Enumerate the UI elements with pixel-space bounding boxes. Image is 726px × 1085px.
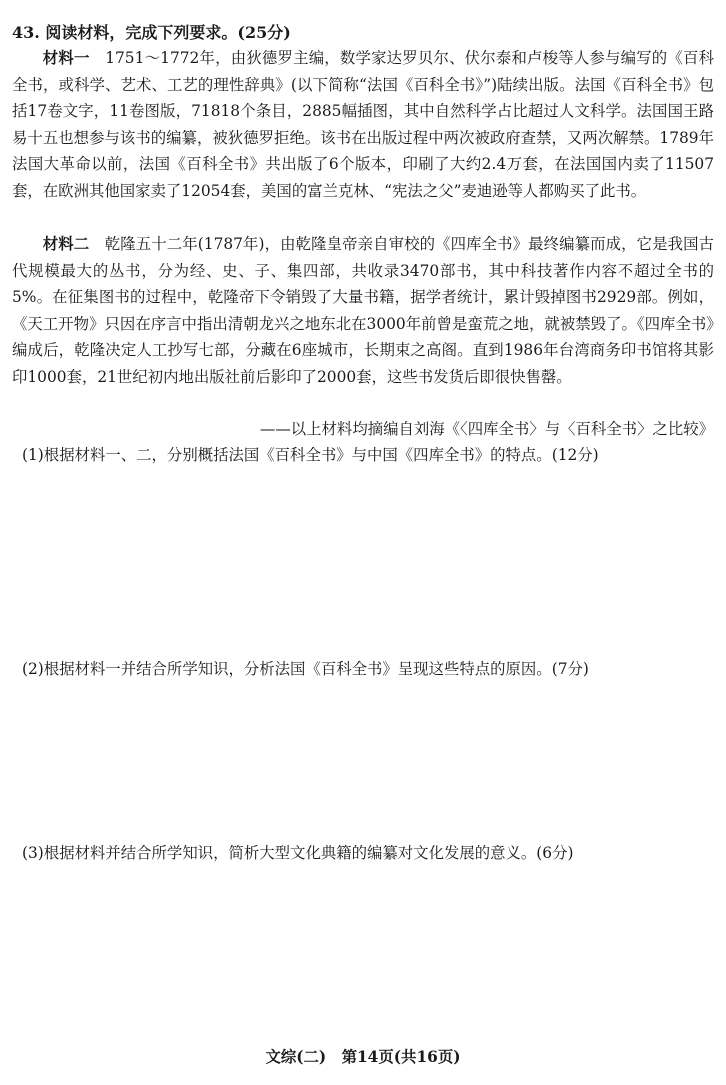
- question-title: 43. 阅读材料，完成下列要求。(25分): [12, 23, 291, 42]
- material-two-label: 材料二: [42, 235, 90, 253]
- material-source: ——以上材料均摘编自刘海《〈四库全书〉与〈百科全书〉之比较》: [259, 420, 714, 438]
- answer-area-1[interactable]: [12, 470, 714, 650]
- answer-area-3[interactable]: [12, 868, 714, 1038]
- sub-question-3: (3)根据材料并结合所学知识，简析大型文化典籍的编纂对文化发展的意义。(6分): [22, 844, 574, 862]
- material-one-label: 材料一: [42, 49, 90, 67]
- sub-question-2: (2)根据材料一并结合所学知识，分析法国《百科全书》呈现这些特点的原因。(7分): [22, 660, 589, 678]
- material-one-text: 1751～1772年，由狄德罗主编，数学家达罗贝尔、伏尔泰和卢梭等人参与编写的《百科全书，或科学、艺术、工艺的理性辞典》(以下简称“法国《百科全书》”)陆续出版。法国《百科全书》包括17卷文字，11卷图版，71818个条目，2885幅插图，其中自然科学占比超过人文科学。法国国王路易十五也想参与该书的编纂，被狄德罗拒绝。该书在出版过程中两次被政府查禁，又两次解禁。1789年法国大革命以前，法国《百科全书》共出版了6个版本，印刷了大约2.4万套，在法国国内卖了11507套，在欧洲其他国家卖了12054套，美国的富兰克林、“宪法之父”麦迪逊等人都购买了此书。: [12, 49, 714, 200]
- material-one: [12, 45, 714, 205]
- sub-question-1: (1)根据材料一、二，分别概括法国《百科全书》与中国《四库全书》的特点。(12分): [22, 446, 599, 464]
- material-two: [12, 231, 714, 391]
- material-two-text: 乾隆五十二年(1787年)，由乾隆皇帝亲自审校的《四库全书》最终编纂而成，它是我国古代规模最大的丛书，分为经、史、子、集四部，共收录3470部书，其中科技著作内容不超过全书的5%。在征集图书的过程中，乾隆帝下令销毁了大量书籍，据学者统计，累计毁掉图书2929部。例如，《天工开物》只因在序言中指出清朝龙兴之地东北在3000年前曾是蛮荒之地，就被禁毁了。《四库全书》编成后，乾隆决定人工抄写七部，分藏在6座城市，长期束之高阁。直到1986年台湾商务印书馆将其影印1000套，21世纪初内地出版社前后影印了2000套，这些书发货后即很快售罄。: [12, 235, 714, 386]
- answer-area-2[interactable]: [12, 684, 714, 834]
- page-footer: 文综(二) 第14页(共16页): [265, 1048, 461, 1066]
